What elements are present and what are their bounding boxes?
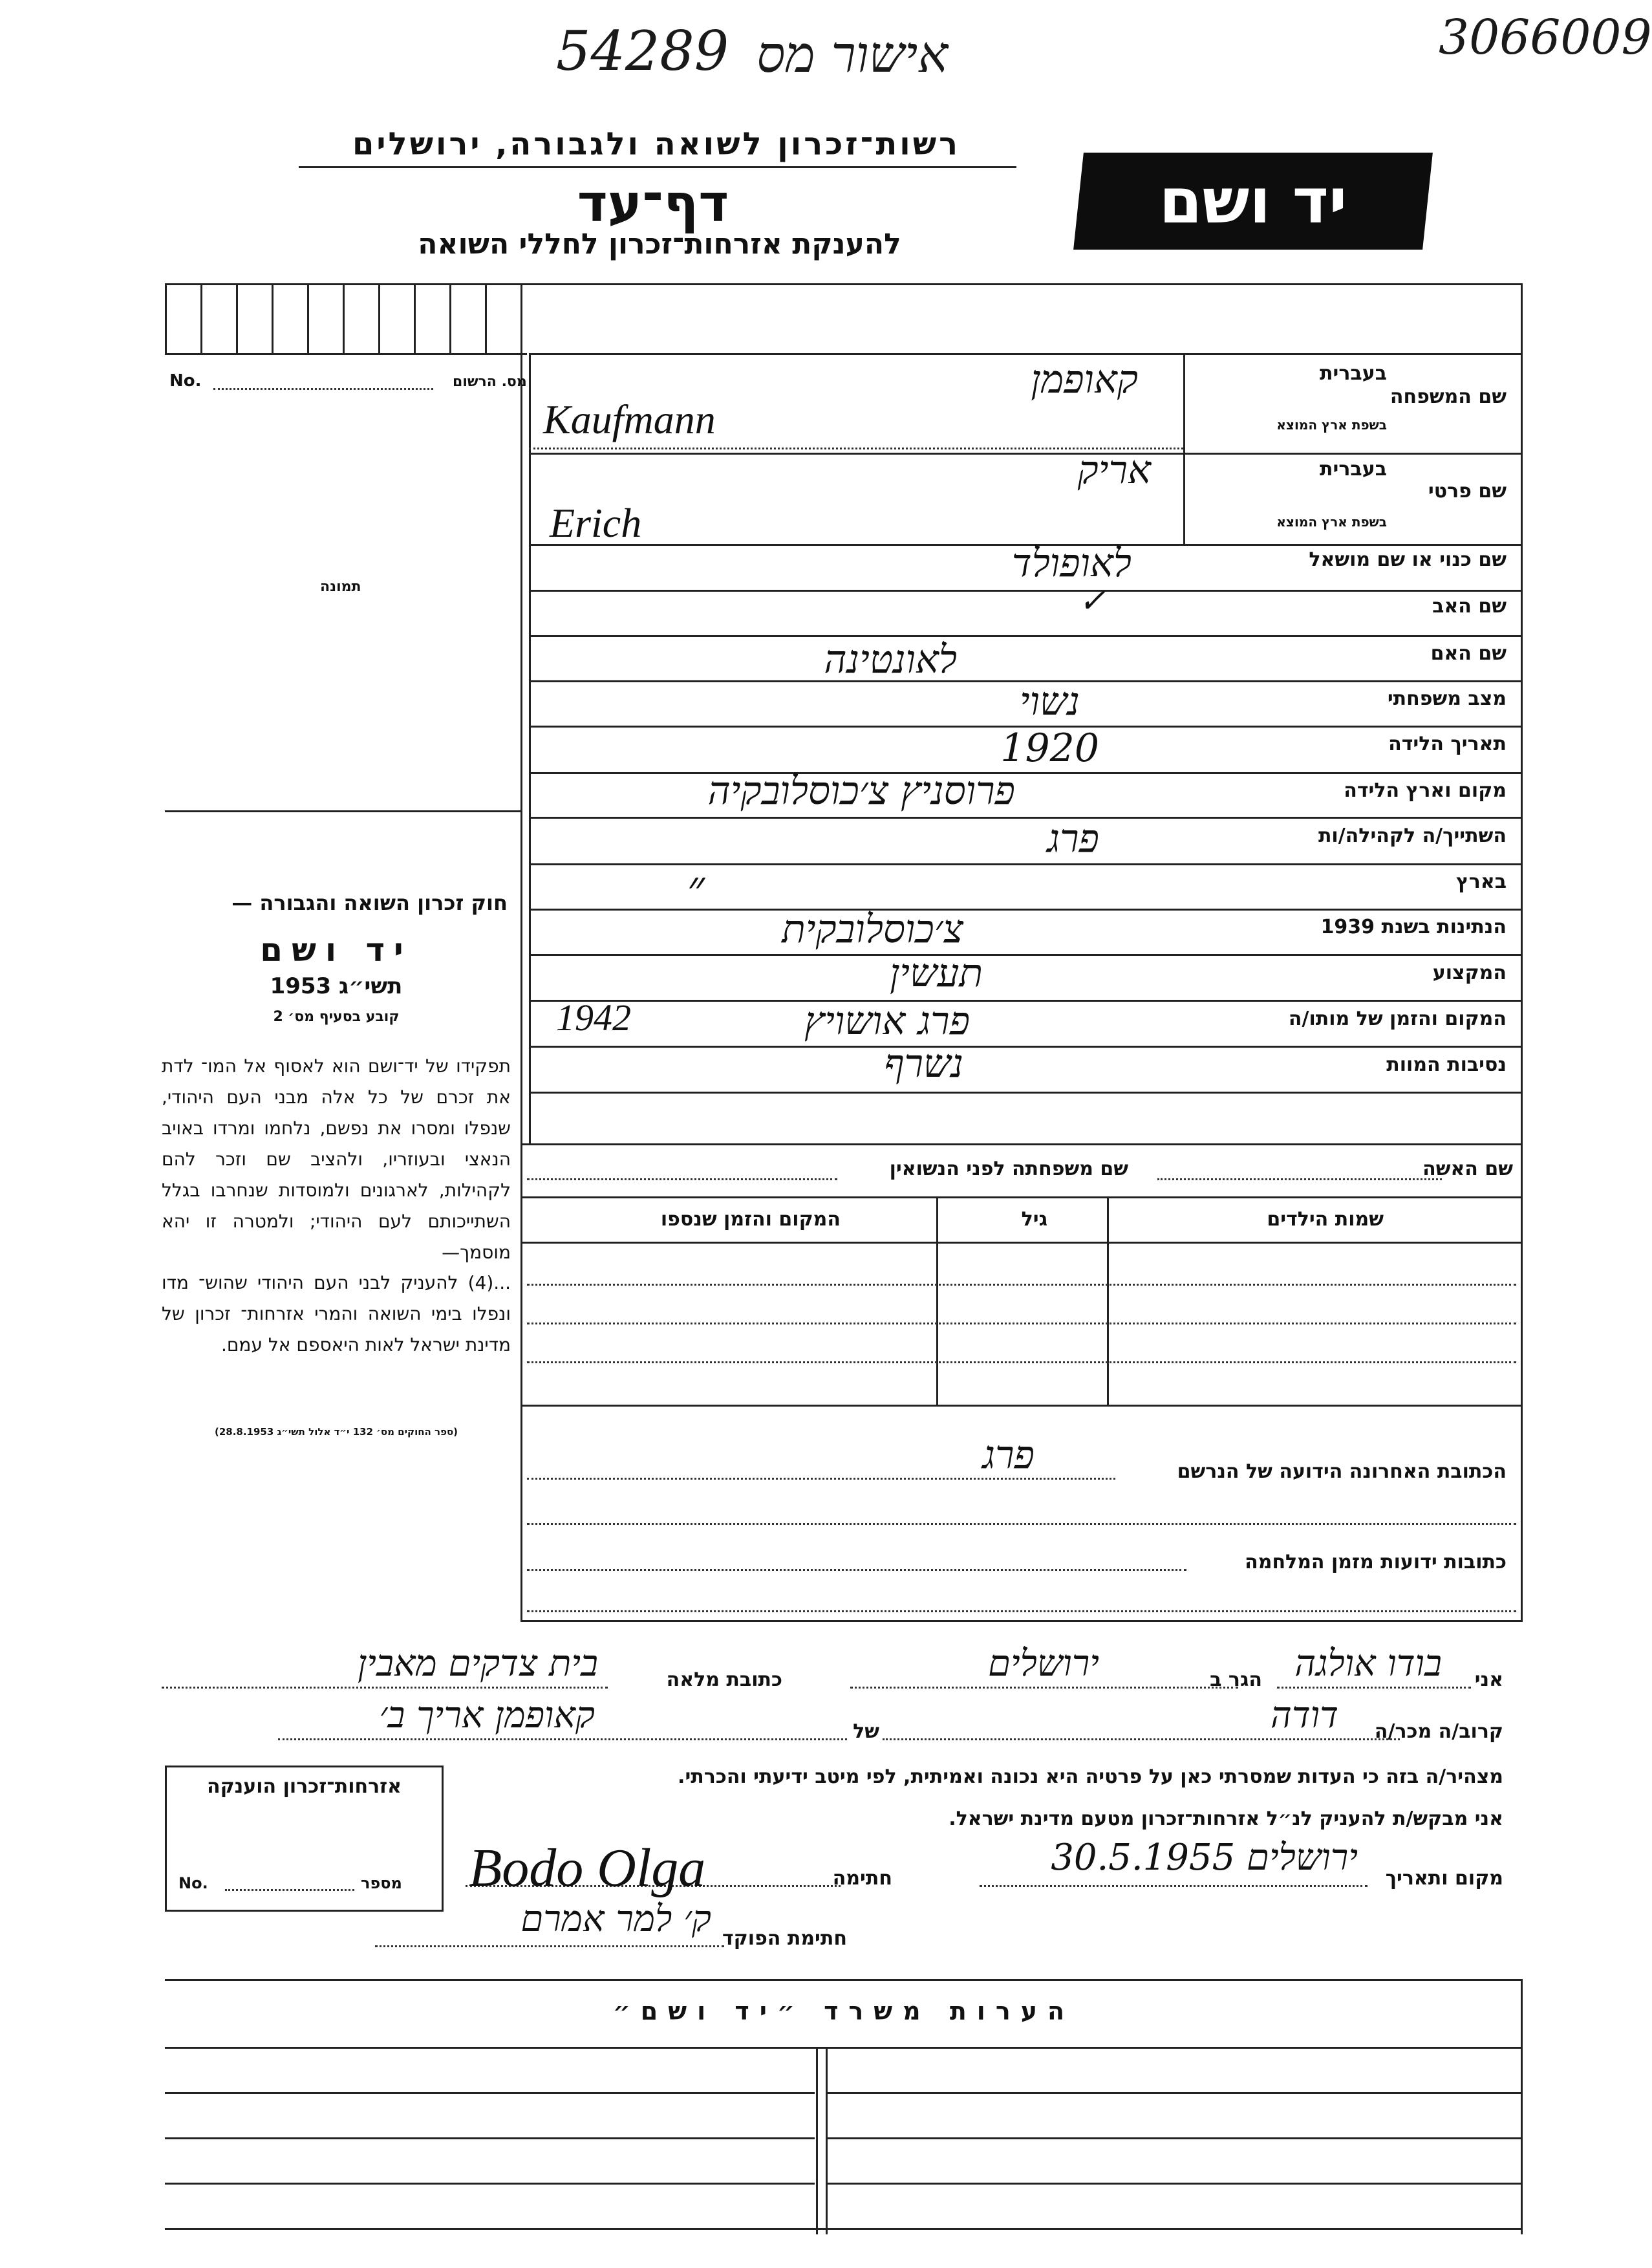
form-title: דף־עד (577, 173, 729, 233)
mother-value: לאונטינה (824, 637, 957, 682)
father-value: ✓ (1078, 582, 1106, 620)
box-number-label: מספר (361, 1874, 402, 1892)
birthdate-label: תאריך הלידה (1388, 733, 1507, 755)
relative-value: דודה (1271, 1694, 1338, 1736)
death-year-value: 1942 (556, 997, 631, 1039)
father-name-label: שם האב (1432, 595, 1507, 618)
children-age-header: גיל (1021, 1208, 1047, 1231)
label-column-divider (1183, 353, 1185, 544)
of-label: של (853, 1720, 879, 1743)
box-number-no: No. (178, 1874, 208, 1892)
citizenship-label: הנתינות בשנת 1939 (1320, 916, 1507, 938)
wife-name-label: שם האשה (1422, 1158, 1513, 1180)
authority-name: רשות־זכרון לשואה ולגבורה, ירושלים (352, 126, 961, 162)
law-text-2: ...(4) להעניק לבני העם היהודי שהוש־ מדו ונפלו בימי השואה והמרי אזרחות־ זכרון של מדינת ישראל לאות היאספם אל עמם. (162, 1272, 511, 1355)
law-name: יד ושם (260, 931, 413, 969)
full-address-label: כתובת מלאה (666, 1669, 782, 1691)
approval-number: 54289 (556, 19, 729, 83)
law-clause: קובע בסעיף מס׳ 2 (273, 1009, 400, 1025)
children-row (527, 1284, 1516, 1286)
birthplace-value: פרוסניץ צ׳כוסלובקיה (707, 768, 1015, 814)
profession-label: המקצוע (1432, 962, 1507, 984)
resides-label: הגר ב (1210, 1669, 1262, 1691)
law-source: (ספר החוקים מס׳ 132 י״ד אלול תשי״ג 28.8.1953) (214, 1426, 458, 1438)
frame-inner (529, 353, 531, 1143)
registration-line (213, 388, 433, 390)
frame-top (165, 283, 1523, 285)
place-date-label: מקום ותאריך (1385, 1867, 1503, 1890)
profession-value: תעשין (889, 951, 983, 996)
death-circumstances-value: נשרף (884, 1041, 963, 1086)
declaration-text: מצהיר/ה בזה כי העדות שמסרתי כאן על פרטיה היא נכונה ואמיתית, לפי מיטב ידיעתי והכרתי. (678, 1766, 1503, 1788)
registration-no: No. (169, 371, 202, 391)
marital-status-label: מצב משפחתי (1387, 687, 1507, 710)
yad-vashem-logo (1073, 153, 1433, 250)
citizenship-granted-box (165, 1766, 444, 1912)
last-address-value: פרג (982, 1432, 1035, 1478)
nickname-value: לאופולד (1011, 541, 1132, 586)
authority-underline (299, 166, 1016, 168)
registration-label: מס. הרשום (453, 374, 527, 390)
war-addresses-label: כתובות ידועות מזמן המלחמה (1245, 1551, 1507, 1573)
family-name-label: שם המשפחה (1389, 385, 1507, 408)
war-addresses-line (527, 1569, 1186, 1571)
death-circumstances-label: נסיבות המוות (1386, 1053, 1507, 1076)
law-year: תשי״ג 1953 (270, 973, 403, 999)
of-value: קאופמן אריך ב׳ (379, 1694, 595, 1736)
wife-maiden-line (527, 1178, 837, 1180)
wife-maiden-label: שם משפחתה לפני הנשואין (889, 1158, 1128, 1180)
country-label: בארץ (1455, 870, 1507, 893)
citizenship-value: צ׳כוסלובקית (782, 907, 963, 952)
wife-name-line (1157, 1178, 1442, 1180)
family-hebrew-label: בעברית (1320, 362, 1387, 385)
office-remarks-title: הערות משרד ״יד ושם״ (612, 1997, 1075, 2025)
frame-left (165, 283, 167, 353)
officer-signature-value: ק׳ למר אמרם (520, 1898, 711, 1940)
full-address-value: בית צדקים מאבין (357, 1643, 598, 1685)
photo-label: תמונה (320, 579, 361, 595)
war-addresses-line-2 (527, 1610, 1516, 1612)
photo-area-bottom (165, 810, 522, 812)
nickname-label: שם כנוי או שם מושאל (1309, 548, 1507, 571)
frame-divider (520, 283, 522, 1622)
declarant-name-value: בודו אולגה (1294, 1643, 1442, 1685)
corner-number: 3066009 (1439, 10, 1652, 65)
community-label: השתייך/ה לקהילה/ות (1318, 825, 1507, 847)
first-name-label: שם פרטי (1428, 480, 1507, 502)
family-native-value: Kaufmann (543, 396, 716, 442)
form-subtitle: להענקת אזרחות־זכרון לחללי השואה (418, 228, 901, 261)
children-place-header: המקום והזמן שנספו (660, 1208, 841, 1231)
country-value: ״ (687, 860, 705, 914)
first-native-value: Erich (550, 500, 642, 546)
signature-label: חתימה (832, 1867, 892, 1890)
citizenship-granted-title: אזרחות־זכרון הוענקה (206, 1775, 402, 1798)
first-hebrew-value: אריק (1077, 448, 1151, 493)
frame-left-bottom (165, 353, 527, 355)
last-address-line (527, 1478, 1115, 1480)
birthplace-label: מקום וארץ הלידה (1344, 779, 1507, 802)
law-title: חוק זכרון השואה והגבורה — (231, 891, 508, 915)
death-place-label: המקום והזמן של מותו/ה (1288, 1008, 1507, 1030)
first-hebrew-label: בעברית (1320, 458, 1387, 481)
frame-bottom (520, 1620, 1523, 1622)
logo-text: יד ושם (1159, 165, 1347, 237)
place-date-value: ירושלים 30.5.1955 (1051, 1837, 1358, 1879)
children-names-header: שמות הילדים (1267, 1208, 1384, 1231)
resides-value: ירושלים (988, 1643, 1099, 1685)
declarant-i-label: אני (1474, 1669, 1503, 1691)
last-address-label: הכתובת האחרונה הידועה של הנרשם (1177, 1460, 1507, 1483)
death-place-value: פרג אושויץ (804, 999, 970, 1044)
family-hebrew-value: קאופמן (1031, 357, 1138, 402)
community-value: פרג (1047, 816, 1099, 861)
last-address-line-2 (527, 1523, 1516, 1525)
children-row (527, 1361, 1516, 1363)
request-text: אני מבקש/ת להעניק לנ״ל אזרחות־זכרון מטעם מדינת ישראל. (949, 1808, 1503, 1830)
family-native-label: בשפת ארץ המוצא (1276, 417, 1387, 433)
approval-label-handwritten: אישור מס (756, 26, 949, 84)
children-row (527, 1323, 1516, 1324)
officer-signature-label: חתימת הפוקד (722, 1927, 847, 1950)
law-text: תפקידו של יד־ושם הוא לאסוף אל המו־ לדת את זכרם של כל אלה מבני העם היהודי, שנפלו ומסרו את נפשם, נלחמו ומרדו באויב הנאצי ובעוזריו, ולהציב שם וזכר להם לקהילות, לארגונים ולמוסדות שנחרבו בגלל השתייכותם לעם היהודי; ולמטרה זו יהא מוסמך— (162, 1055, 511, 1263)
birthdate-value: 1920 (1000, 726, 1099, 771)
signature-value: Bodo Olga (469, 1838, 706, 1898)
frame-right (1521, 283, 1523, 1622)
relative-label: קרוב/ה מכר/ה (1374, 1720, 1503, 1743)
mother-name-label: שם האם (1430, 642, 1507, 665)
marital-value: נשוי (1019, 679, 1080, 724)
first-native-label: בשפת ארץ המוצא (1276, 514, 1387, 530)
